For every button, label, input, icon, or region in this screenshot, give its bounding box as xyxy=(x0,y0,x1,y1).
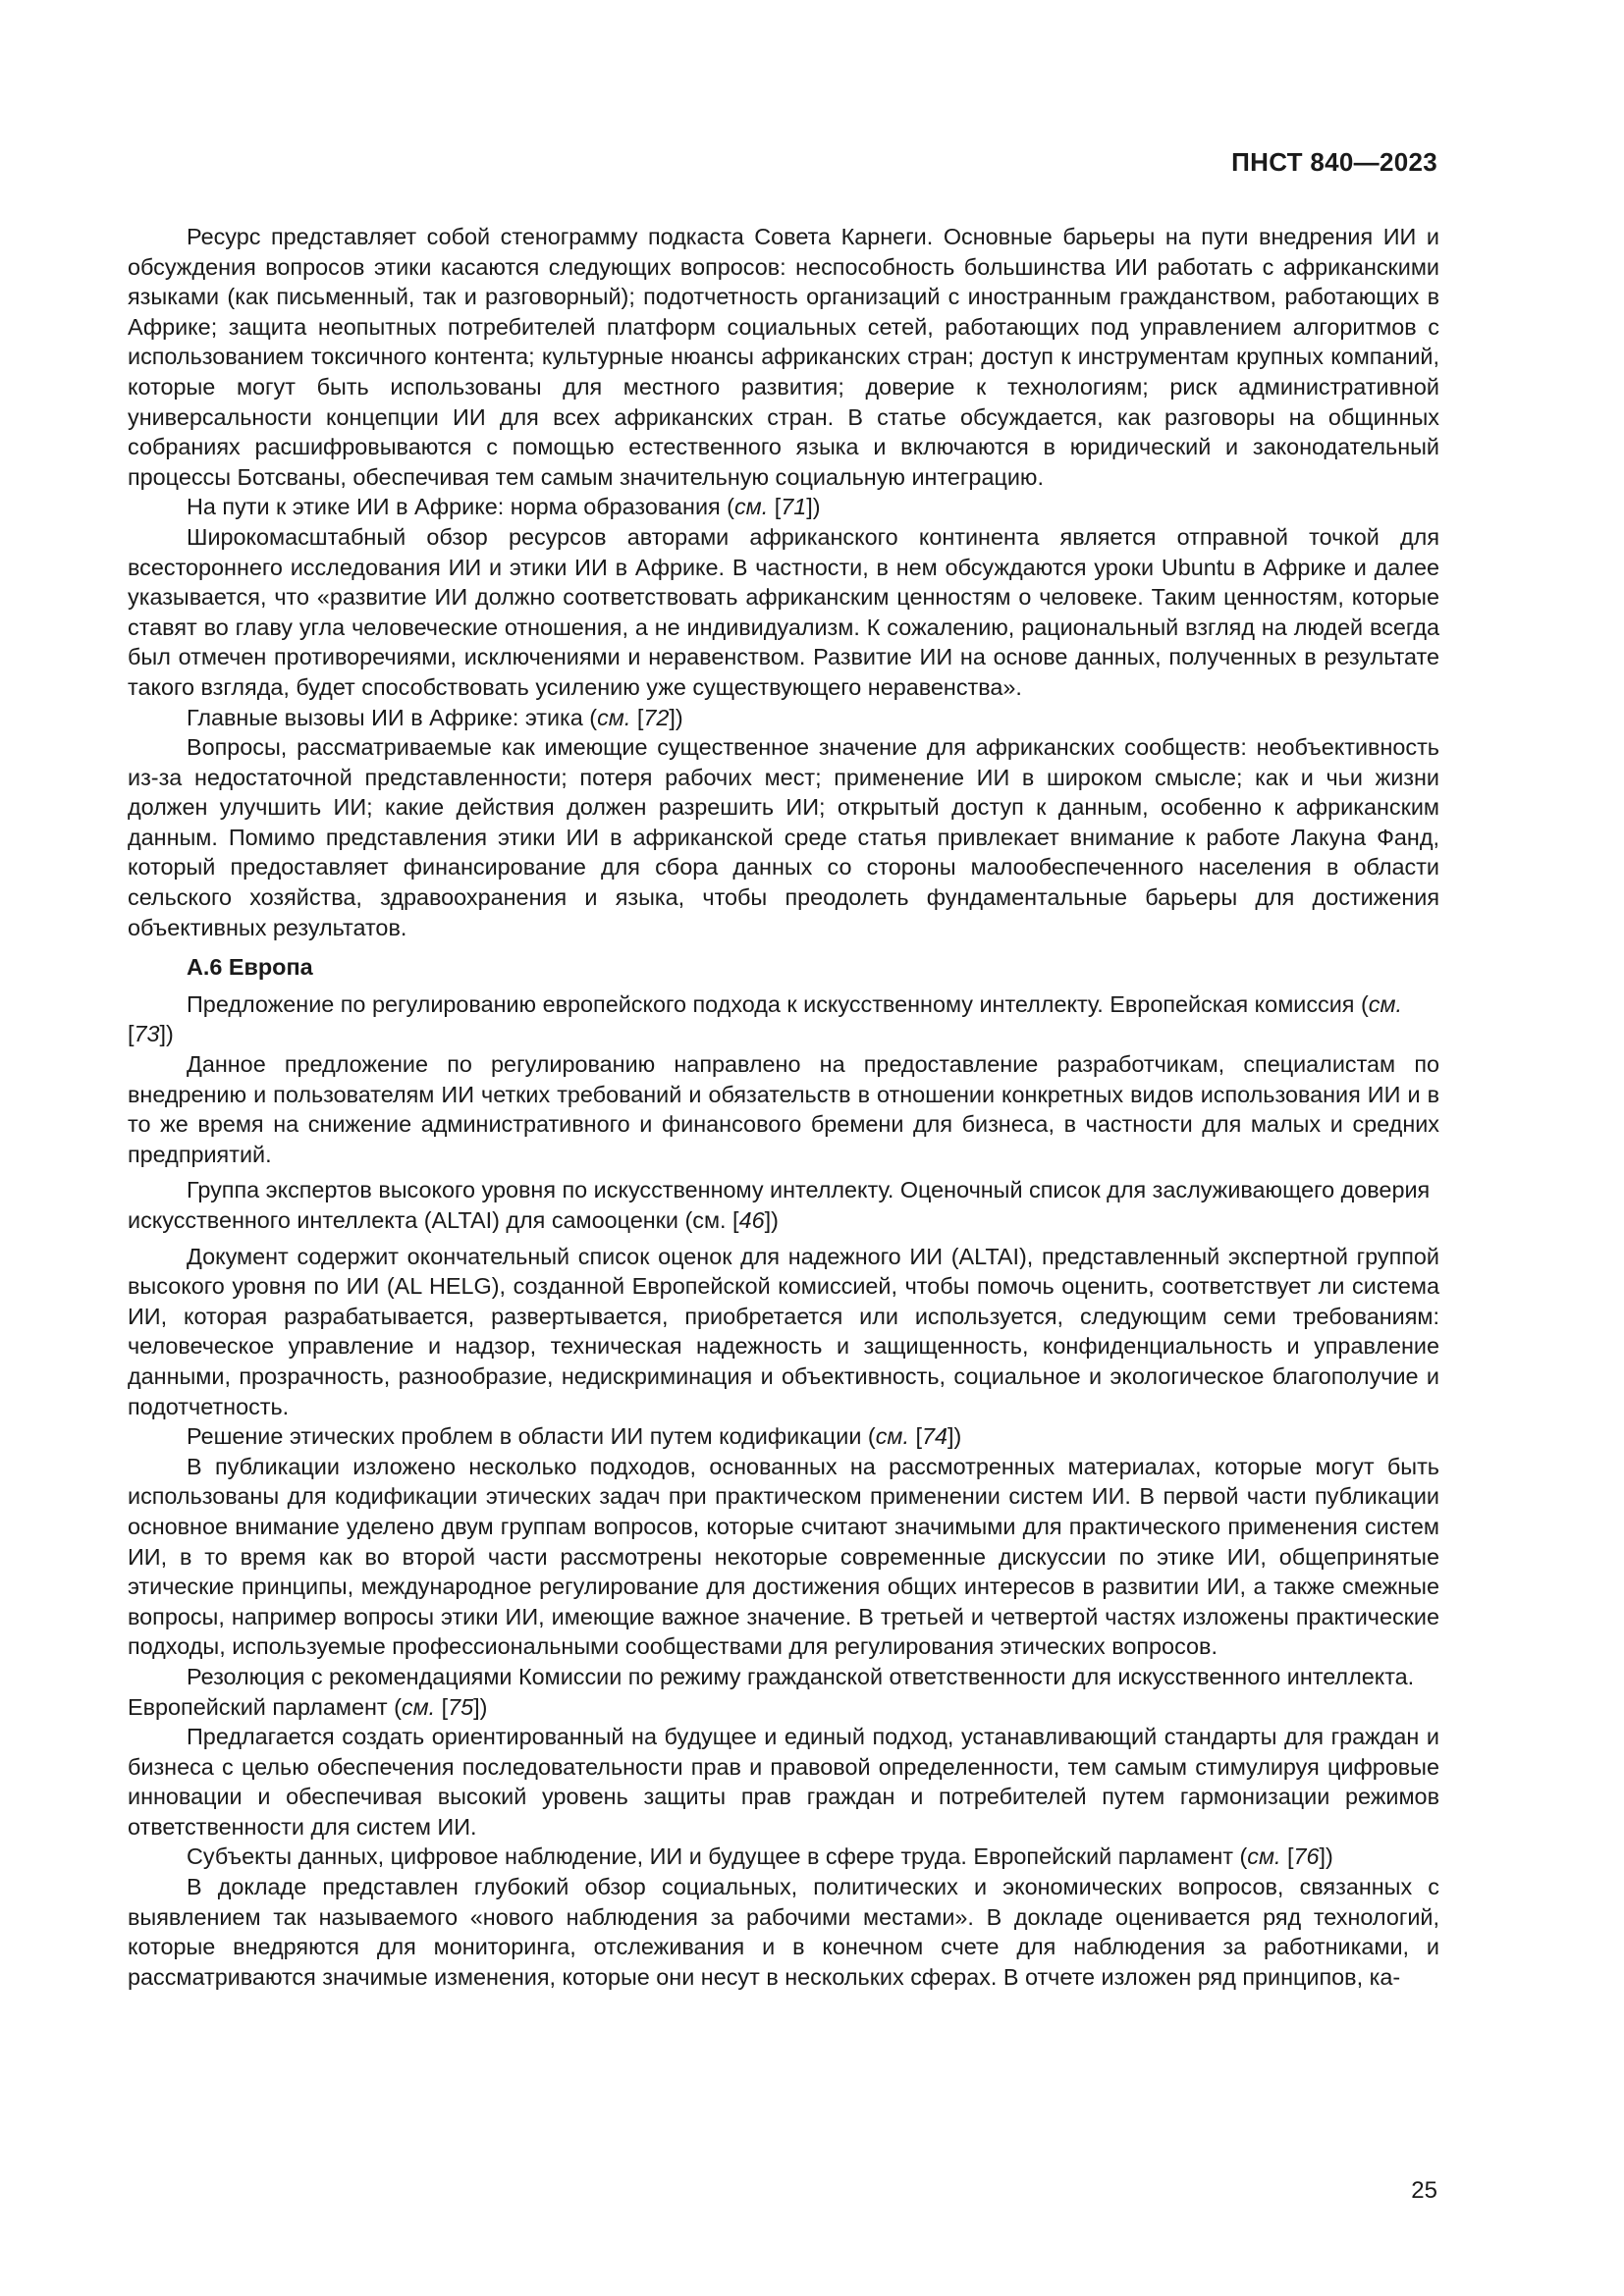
reference-close: ]) xyxy=(473,1693,488,1720)
reference-number: 46 xyxy=(738,1207,765,1233)
reference-number: 73 xyxy=(134,1021,160,1047)
paragraph-eu-regulation: Данное предложение по регулированию направлено на предоставление разработчикам, специалистам по внедрению и пользователям ИИ четких требований и обязательств в отношении конкретных видов использования ИИ и в то же время на снижение административного и финансового бремени для бизнеса, в частности для малых и средних предприятий. xyxy=(128,1051,1439,1167)
reference-number: 74 xyxy=(921,1423,947,1450)
reference-71: На пути к этике ИИ в Африке: норма образования (см. [71]) xyxy=(187,494,821,520)
reference-title: Группа экспертов высокого уровня по искусственному интеллекту. Оценочный список для заслуживающего доверия искусственного интеллекта (ALTAI) для самооценки ( xyxy=(128,1177,1431,1233)
reference-75: Резолюция с рекомендациями Комиссии по режиму гражданской ответственности для искусственного интеллекта. Европейский парламент (см. [75]) xyxy=(128,1663,1415,1720)
reference-title: На пути к этике ИИ в Африке: норма образования ( xyxy=(187,494,734,520)
reference-72: Главные вызовы ИИ в Африке: этика (см. [72]) xyxy=(187,704,683,730)
paragraph-carnegie-podcast: Ресурс представляет собой стенограмму подкаста Совета Карнеги. Основные барьеры на пути внедрения ИИ и обсуждения вопросов этики касаются следующих вопросов: неспособность большинства ИИ работать с африканскими языками (как письменный, так и разговорный); подотчетность организаций с иностранным гражданством, работающих в Африке; защита неопытных потребителей платформ социальных сетей, работающих под управлением алгоритмов с использованием токсичного контента; культурные нюансы африканских стран; доступ к инструментам крупных компаний, которые могут быть использованы для местного развития; доверие к технологиям; риск административной универсальности концепции ИИ для всех африканских стран. В статье обсуждается, как разговоры на общинных собраниях расшифровываются с помощью естественного языка и включаются в юридический и законодательный процессы Ботсваны, обеспечивая тем самым значительную социальную интеграцию. xyxy=(128,224,1439,490)
reference-close: ]) xyxy=(159,1021,174,1047)
see-abbrev: см. xyxy=(692,1207,727,1233)
reference-close: ]) xyxy=(669,704,683,730)
reference-title: Предложение по регулированию европейского подхода к искусственному интеллекту. Европейская комиссия ( xyxy=(187,990,1369,1017)
reference-76: Субъекты данных, цифровое наблюдение, ИИ и будущее в сфере труда. Европейский парламент (см. [76]) xyxy=(187,1843,1333,1870)
reference-title: Решение этических проблем в области ИИ путем кодификации ( xyxy=(187,1423,876,1450)
paragraph-workplace-surveillance: В докладе представлен глубокий обзор социальных, политических и экономических вопросов, связанных с выявлением так называемого «нового наблюдения за рабочими местами». В докладе оценивается ряд технологий, которые внедряются для мониторинга, отслеживания и в конечном счете для наблюдения за работниками, и рассматриваются значимые изменения, которые они несут в нескольких сферах. В отчете изложен ряд принципов, ка- xyxy=(128,1874,1439,1990)
see-abbrev: см. xyxy=(597,704,631,730)
reference-title: Резолюция с рекомендациями Комиссии по режиму гражданской ответственности для искусственного интеллекта. Европейский парламент ( xyxy=(128,1663,1415,1720)
document-id-header: ПНСТ 840—2023 xyxy=(1231,147,1437,177)
reference-46: Группа экспертов высокого уровня по искусственному интеллекту. Оценочный список для заслуживающего доверия искусственного интеллекта (ALTAI) для самооценки (см. [46]) xyxy=(128,1177,1431,1233)
paragraph-africa-challenges: Вопросы, рассматриваемые как имеющие существенное значение для африканских сообществ: необъективность из-за недостаточной представленности; потеря рабочих мест; применение ИИ в широком смысле; как и чьи жизни должен улучшить ИИ; какие действия должен разрешить ИИ; открытый доступ к данным, особенно к африканским данным. Помимо представления этики ИИ в африканской среде статья привлекает внимание к работе Лакуна Фанд, который предоставляет финансирование для сбора данных со стороны малообеспеченного населения в области сельского хозяйства, здравоохранения и языка, чтобы преодолеть фундаментальные барьеры для достижения объективных результатов. xyxy=(128,734,1439,940)
see-abbrev: см. xyxy=(1368,990,1402,1017)
reference-close: ]) xyxy=(1319,1843,1333,1870)
reference-close: ]) xyxy=(806,494,821,520)
reference-close: ]) xyxy=(764,1207,779,1233)
reference-number: 75 xyxy=(448,1693,474,1720)
section-heading-europe: А.6 Европа xyxy=(187,954,313,981)
page-number: 25 xyxy=(1411,2177,1437,2204)
reference-number: 76 xyxy=(1293,1843,1320,1870)
reference-close: ]) xyxy=(947,1423,962,1450)
reference-number: 72 xyxy=(643,704,670,730)
see-abbrev: см. xyxy=(733,494,769,520)
paragraph-altai: Документ содержит окончательный список оценок для надежного ИИ (ALTAI), представленный экспертной группой высокого уровня по ИИ (AL HELG), созданной Европейской комиссией, чтобы помочь оценить, соответствует ли система ИИ, которая разрабатывается, развертывается, приобретается или используется, следующим семи требованиям: человеческое управление и надзор, техническая надежность и защищенность, конфиденциальность и управление данными, прозрачность, разнообразие, недискриминация и объективность, социальное и экологическое благополучие и подотчетность. xyxy=(128,1243,1439,1419)
reference-title: Субъекты данных, цифровое наблюдение, ИИ и будущее в сфере труда. Европейский парламент ( xyxy=(187,1843,1248,1870)
reference-number: 71 xyxy=(781,494,807,520)
see-abbrev: см. xyxy=(875,1423,909,1450)
paragraph-africa-ethics-review: Широкомасштабный обзор ресурсов авторами африканского континента является отправной точкой для всестороннего исследования ИИ и этики ИИ в Африке. В частности, в нем обсуждаются уроки Ubuntu в Африке и далее указывается, что «развитие ИИ должно соответствовать африканским ценностям о человеке. Таким ценностям, которые ставят во главу угла человеческие отношения, а не индивидуализм. К сожалению, рациональный взгляд на людей всегда был отмечен противоречиями, исключениями и неравенством. Развитие ИИ на основе данных, полученных в результате такого взгляда, будет способствовать усилению уже существующего неравенства». xyxy=(128,523,1439,700)
document-body xyxy=(128,222,1439,1992)
reference-74: Решение этических проблем в области ИИ путем кодификации (см. [74]) xyxy=(187,1423,962,1450)
see-abbrev: см. xyxy=(401,1693,436,1720)
paragraph-civil-liability: Предлагается создать ориентированный на будущее и единый подход, устанавливающий стандарты для граждан и бизнеса с целью обеспечения последовательности прав и правовой определенности, тем самым стимулируя цифровые инновации и обеспечивая высокий уровень защиты прав граждан и потребителей путем гармонизации режимов ответственности для систем ИИ. xyxy=(128,1724,1439,1840)
see-abbrev: см. xyxy=(1247,1843,1281,1870)
paragraph-codification: В публикации изложено несколько подходов, основанных на рассмотренных материалах, которые могут быть использованы для кодификации этических задач при практическом применении систем ИИ. В первой части публикации основное внимание уделено двум группам вопросов, которые считают значимыми для практического применения систем ИИ, в то время как во второй части рассмотрены некоторые современные дискуссии по этике ИИ, общепринятые этические принципы, международное регулирование для достижения общих интересов в развитии ИИ, а также смежные вопросы, например вопросы этики ИИ, имеющие важное значение. В третьей и четвертой частях изложены практические подходы, используемые профессиональными сообществами для регулирования этических вопросов. xyxy=(128,1453,1439,1660)
reference-title: Главные вызовы ИИ в Африке: этика ( xyxy=(187,704,598,730)
reference-73: Предложение по регулированию европейского подхода к искусственному интеллекту. Европейская комиссия (см. [73]) xyxy=(128,990,1402,1047)
